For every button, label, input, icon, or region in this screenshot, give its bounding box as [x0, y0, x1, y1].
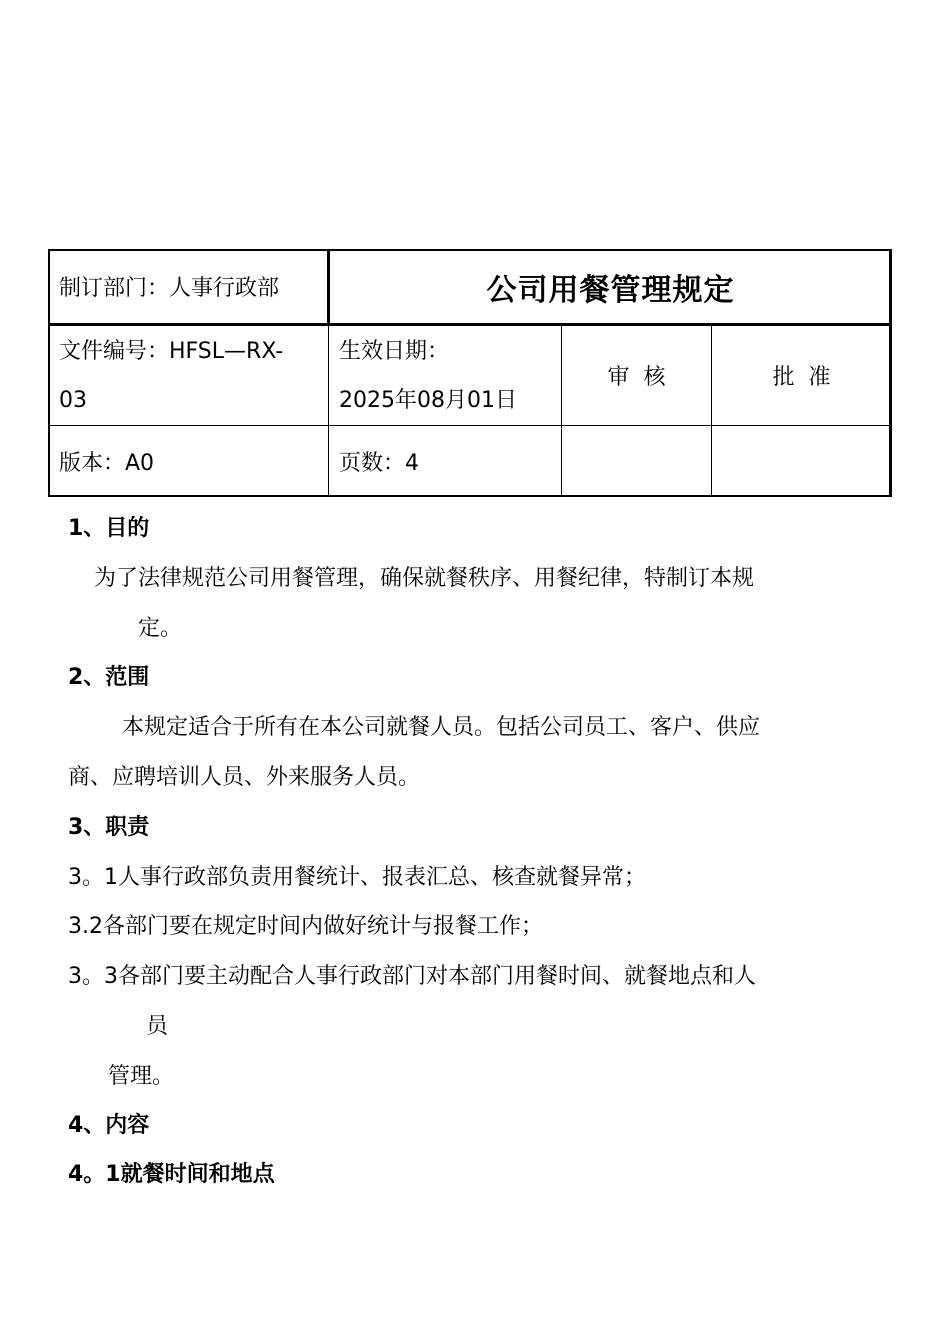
section-3-3-text-line2: 员 [146, 1014, 169, 1039]
approve-signature-cell [712, 426, 892, 497]
effective-date-label: 生效日期： [339, 338, 450, 364]
review-label: 审 核 [607, 365, 666, 390]
title-cell [329, 250, 892, 325]
file-number-line2: 03 [59, 387, 87, 413]
pages-text: 页数：4 [339, 450, 419, 476]
file-number-line1: 文件编号：HFSL—RX- [59, 338, 284, 364]
department-text: 制订部门：人事行政部 [59, 276, 280, 301]
pages-cell [329, 426, 562, 497]
section-2-heading: 2、范围 [68, 665, 150, 690]
section-3-3-text-line1: 3。3各部门要主动配合人事行政部门对本部门用餐时间、就餐地点和人 [68, 964, 756, 989]
section-1-heading: 1、目的 [68, 516, 150, 541]
section-4-1-heading: 4。1就餐时间和地点 [68, 1162, 275, 1187]
version-cell [49, 426, 329, 497]
review-cell [562, 325, 712, 426]
file-number-cell [49, 325, 329, 426]
document-header-table [48, 249, 892, 497]
section-1-text-line2: 定。 [138, 616, 183, 641]
section-2-text-line1: 本规定适合于所有在本公司就餐人员。包括公司员工、客户、供应 [122, 715, 761, 740]
section-3-2-text: 3.2各部门要在规定时间内做好统计与报餐工作； [68, 914, 543, 939]
section-3-3-text-line3: 管理。 [108, 1064, 175, 1089]
section-3-heading: 3、职责 [68, 815, 150, 840]
approve-label: 批 准 [772, 365, 831, 390]
effective-date-value: 2025年08月01日 [339, 387, 517, 413]
review-signature-cell [562, 426, 712, 497]
section-3-1-text: 3。1人事行政部负责用餐统计、报表汇总、核查就餐异常； [68, 865, 646, 890]
effective-date-cell [329, 325, 562, 426]
department-cell [49, 250, 329, 325]
section-1-text-line1: 为了法律规范公司用餐管理，确保就餐秩序、用餐纪律，特制订本规 [94, 566, 755, 591]
version-text: 版本：A0 [59, 450, 155, 476]
approve-cell [712, 325, 892, 426]
section-2-text-line2: 商、应聘培训人员、外来服务人员。 [68, 765, 421, 790]
document-title: 公司用餐管理规定 [486, 272, 735, 308]
section-4-heading: 4、内容 [68, 1113, 150, 1138]
